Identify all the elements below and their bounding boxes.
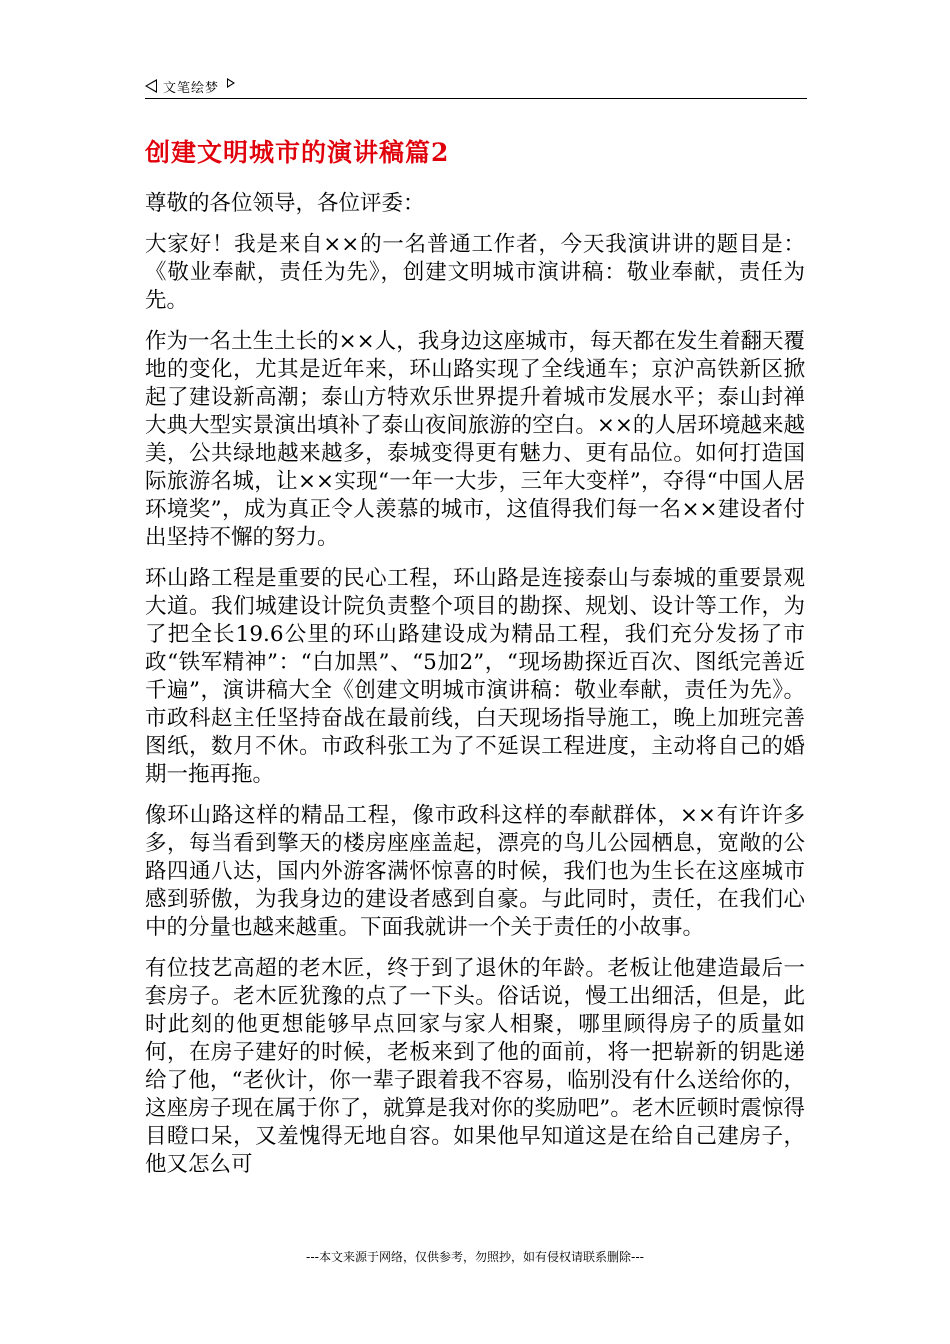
header-brand: 文笔绘梦 [163, 80, 220, 96]
body-paragraph: 大家好！我是来自××的一名普通工作者，今天我演讲讲的题目是：《敬业奉献，责任为先》，创建文明城市演讲稿：敬业奉献，责任为先。 [145, 232, 805, 313]
body-paragraph: 作为一名土生土长的××人，我身边这座城市，每天都在发生着翻天覆地的变化，尤其是近年来，环山路实现了全线通车；京沪高铁新区掀起了建设新高潮；泰山方特欢乐世界提升着城市发展水平；泰山封禅大典大型实景演出填补了泰山夜间旅游的空白。××的人居环境越来越美，公共绿地越来越多，泰城变得更有魅力、更有品位。如何打造国际旅游名城，让××实现“一年一大步，三年大变样”，夺得“中国人居环境奖”，成为真正令人羡慕的城市，这值得我们每一名××建设者付出坚持不懈的努力。 [145, 329, 805, 550]
body-paragraph: 环山路工程是重要的民心工程，环山路是连接泰山与泰城的重要景观大道。我们城建设计院负责整个项目的勘探、规划、设计等工作，为了把全长19.6公里的环山路建设成为精品工程，我们充分发扬了市政“铁军精神”：“白加黑”、“5加2”，“现场勘探近百次、图纸完善近千遍”，演讲稿大全《创建文明城市演讲稿：敬业奉献，责任为先》。市政科赵主任坚持奋战在最前线，白天现场指导施工，晚上加班完善图纸，数月不休。市政科张工为了不延误工程进度，主动将自己的婚期一拖再拖。 [145, 566, 805, 787]
body-paragraph: 像环山路这样的精品工程，像市政科这样的奉献群体，××有许许多多，每当看到擎天的楼房座座盖起，漂亮的鸟儿公园栖息，宽敞的公路四通八达，国内外游客满怀惊喜的时候，我们也为生长在这座城市感到骄傲，为我身边的建设者感到自豪。与此同时，责任，在我们心中的分量也越来越重。下面我就讲一个关于责任的小故事。 [145, 803, 805, 940]
triangle-right-icon [227, 78, 235, 88]
salutation-paragraph: 尊敬的各位领导，各位评委： [145, 191, 425, 216]
page-header [145, 74, 807, 99]
triangle-left-icon [145, 79, 157, 93]
document-title: 创建文明城市的演讲稿篇2 [145, 138, 450, 167]
body-paragraph: 有位技艺高超的老木匠，终于到了退休的年龄。老板让他建造最后一套房子。老木匠犹豫的点了一下头。俗话说，慢工出细活，但是，此时此刻的他更想能够早点回家与家人相聚，哪里顾得房子的质量如何，在房子建好的时候，老板来到了他的面前，将一把崭新的钥匙递给了他，“老伙计，你一辈子跟着我不容易，临别没有什么送给你的，这座房子现在属于你了，就算是我对你的奖励吧”。老木匠顿时震惊得目瞪口呆，又羞愧得无地自容。如果他早知道这是在给自己建房子，他又怎么可 [145, 956, 805, 1177]
page-footer-disclaimer: ---本文来源于网络，仅供参考，勿照抄，如有侵权请联系删除--- [306, 1250, 644, 1264]
document-body [145, 190, 805, 1192]
